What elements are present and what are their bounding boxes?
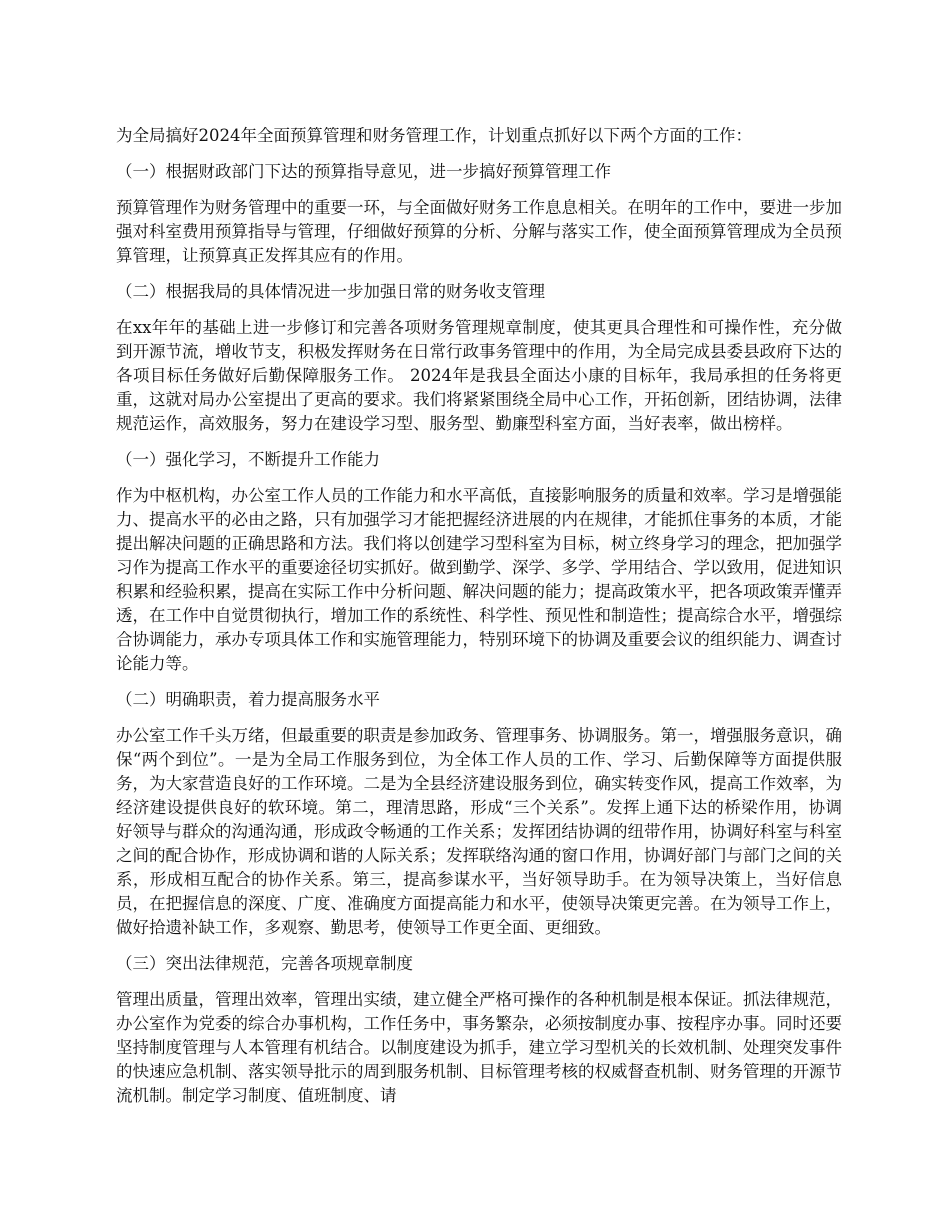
intro-paragraph: 为全局搞好2024年全面预算管理和财务管理工作，计划重点抓好以下两个方面的工作：: [116, 126, 752, 145]
section-heading-budget-guidance: （一）根据财政部门下达的预算指导意见，进一步搞好预算管理工作: [116, 162, 611, 181]
document-page: [116, 124, 842, 1120]
finance-rules-paragraph: 在xx年年的基础上进一步修订和完善各项财务管理规章制度，使其更具合理性和可操作性，充分做到开源节流，增收节支，积极发挥财务在日常行政事务管理中的作用，为全局完成县委县政府下达的各项目标任务做好后勤保障服务工作。 2024年是我县全面达小康的目标年，我局承担的任务将更重，这就对局办公室提出了更高的要求。我们将紧紧围绕全局中心工作，开拓创新，团结协调，法律规范运作，高效服务，努力在建设学习型、服务型、勤廉型科室方面，当好表率，做出榜样。: [116, 318, 842, 433]
section-heading-duties: （二）明确职责，着力提高服务水平: [116, 690, 380, 709]
learning-paragraph: 作为中枢机构，办公室工作人员的工作能力和水平高低，直接影响服务的质量和效率。学习是增强能力、提高水平的必由之路，只有加强学习才能把握经济进展的内在规律，才能抓住事务的本质，才能提出解决问题的正确思路和方法。我们将以创建学习型科室为目标，树立终身学习的理念，把加强学习作为提高工作水平的重要途径切实抓好。做到勤学、深学、多学、学用结合、学以致用，促进知识积累和经验积累，提高在实际工作中分析问题、解决问题的能力；提高政策水平，把各项政策弄懂弄透，在工作中自觉贯彻执行，增加工作的系统性、科学性、预见性和制造性；提高综合水平，增强综合协调能力，承办专项具体工作和实施管理能力，特别环境下的协调及重要会议的组织能力、调查讨论能力等。: [116, 486, 842, 673]
section-heading-legal-norms: （三）突出法律规范，完善各项规章制度: [116, 954, 413, 973]
budget-management-paragraph: 预算管理作为财务管理中的重要一环，与全面做好财务工作息息相关。在明年的工作中，要进一步加强对科室费用预算指导与管理，仔细做好预算的分析、分解与落实工作，使全面预算管理成为全员预算管理，让预算真正发挥其应有的作用。: [116, 198, 842, 265]
section-heading-finance-management: （二）根据我局的具体情况进一步加强日常的财务收支管理: [116, 282, 545, 301]
section-heading-learning: （一）强化学习，不断提升工作能力: [116, 450, 380, 469]
legal-norms-paragraph: 管理出质量，管理出效率，管理出实绩，建立健全严格可操作的各种机制是根本保证。抓法律规范，办公室作为党委的综合办事机构，工作任务中，事务繁杂，必须按制度办事、按程序办事。同时还要坚持制度管理与人本管理有机结合。以制度建设为抓手，建立学习型机关的长效机制、处理突发事件的快速应急机制、落实领导批示的周到服务机制、目标管理考核的权威督查机制、财务管理的开源节流机制。制定学习制度、值班制度、请: [116, 990, 842, 1105]
duties-paragraph: 办公室工作千头万绪，但最重要的职责是参加政务、管理事务、协调服务。第一，增强服务意识，确保“两个到位”。一是为全局工作服务到位，为全体工作人员的工作、学习、后勤保障等方面提供服务，为大家营造良好的工作环境。二是为全县经济建设服务到位，确实转变作风，提高工作效率，为经济建设提供良好的软环境。第二，理清思路，形成“三个关系”。发挥上通下达的桥梁作用，协调好领导与群众的沟通沟通，形成政令畅通的工作关系；发挥团结协调的纽带作用，协调好科室与科室之间的配合协作，形成协调和谐的人际关系；发挥联络沟通的窗口作用，协调好部门与部门之间的关系，形成相互配合的协作关系。第三，提高参谋水平，当好领导助手。在为领导决策上，当好信息员，在把握信息的深度、广度、准确度方面提高能力和水平，使领导决策更完善。在为领导工作上，做好拾遗补缺工作，多观察、勤思考，使领导工作更全面、更细致。: [116, 726, 842, 937]
